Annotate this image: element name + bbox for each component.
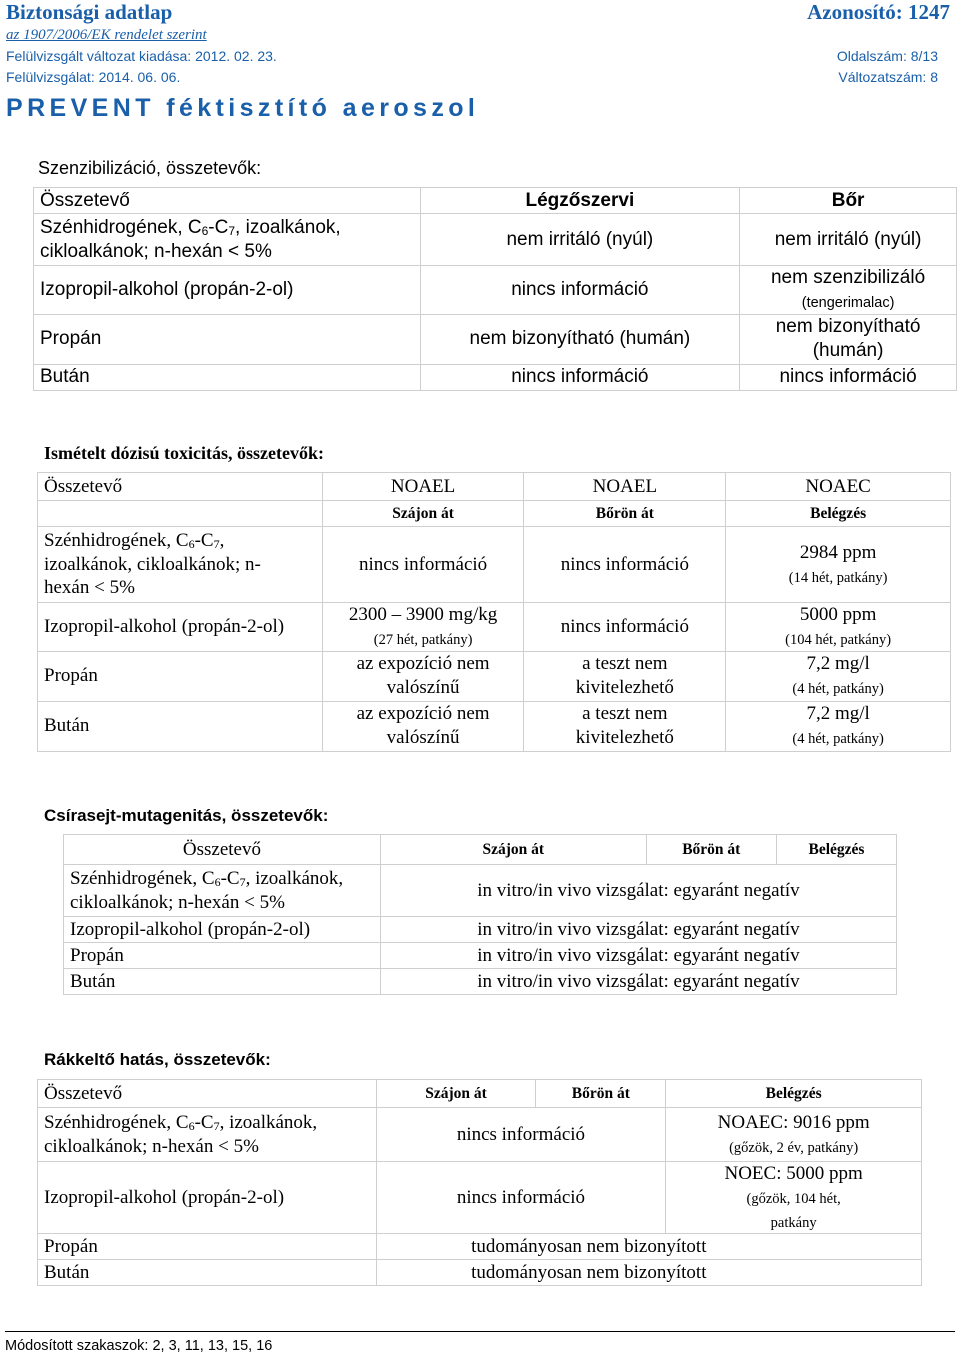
table-row — [38, 603, 951, 652]
table-row — [34, 314, 957, 364]
table-row — [34, 214, 957, 266]
result-value: in vitro/in vivo vizsgálat: egyaránt negatív — [380, 943, 896, 969]
inhalation-value: NOEC: 5000 ppm (gőzök, 104 hét, patkány — [666, 1162, 922, 1234]
skin-value: nem bizonyítható (humán) — [740, 314, 957, 364]
header-cell: Belégzés — [666, 1080, 922, 1108]
header-cell: Összetevő — [38, 1080, 377, 1108]
subheader-cell: Bőrön át — [524, 501, 726, 527]
table-header-row — [38, 1080, 922, 1108]
empty-cell — [38, 501, 323, 527]
germcell-title: Csírasejt-mutagenitás, összetevők: — [44, 806, 329, 825]
component-name: Izopropil-alkohol (propán-2-ol) — [64, 917, 381, 943]
component-name: Izopropil-alkohol (propán-2-ol) — [38, 1162, 377, 1234]
header-cell: Összetevő — [34, 188, 421, 214]
header-cell: NOAEC — [726, 473, 951, 501]
table-row — [38, 651, 951, 701]
component-name: Izopropil-alkohol (propán-2-ol) — [34, 266, 421, 315]
regulation-reference: az 1907/2006/EK rendelet szerint — [6, 27, 207, 43]
result-value: in vitro/in vivo vizsgálat: egyaránt negatív — [380, 969, 896, 995]
oral-value: nincs információ — [376, 1162, 666, 1234]
header-cell: NOAEL — [322, 473, 524, 501]
table-row — [38, 1260, 922, 1286]
table-row — [38, 1108, 922, 1162]
oral-value: az expozíció nem valószínű — [322, 651, 524, 701]
component-name: Bután — [34, 364, 421, 390]
table-header-row — [38, 473, 951, 501]
component-name: Szénhidrogének, $C_6-C_7$, izoalkánok, cikloalkánok; n-hexán < 5% — [64, 865, 381, 917]
footer-divider — [5, 1331, 955, 1332]
table-row — [64, 943, 897, 969]
header-cell: Bőrön át — [536, 1080, 666, 1108]
result-value: tudományosan nem bizonyított — [376, 1234, 921, 1260]
skin-value: nem irritáló (nyúl) — [740, 214, 957, 266]
carcino-title: Rákkeltő hatás, összetevők: — [44, 1050, 271, 1069]
repeated-dose-table — [37, 472, 951, 752]
dermal-value: a teszt nem kivitelezhető — [524, 651, 726, 701]
table-row — [64, 969, 897, 995]
result-value: tudományosan nem bizonyított — [376, 1260, 921, 1286]
component-name: Bután — [38, 1260, 377, 1286]
document-title: Biztonsági adatlap — [6, 0, 173, 24]
component-name: Szénhidrogének, $C_6-C_7$, izoalkánok, cikloalkánok; n- hexán < 5% — [38, 527, 323, 603]
modified-sections: Módosított szakaszok: 2, 3, 11, 13, 15, 16 — [5, 1338, 273, 1354]
component-name: Szénhidrogének, $C_6-C_7$, izoalkánok, cikloalkánok; n-hexán < 5% — [34, 214, 421, 266]
sensitization-title: Szenzibilizáció, összetevők: — [38, 158, 262, 178]
table-row — [38, 1234, 922, 1260]
respiratory-value: nem bizonyítható (humán) — [420, 314, 740, 364]
table-subheader-row — [38, 501, 951, 527]
respiratory-value: nincs információ — [420, 266, 740, 315]
revision-date: Felülvizsgálat: 2014. 06. 06. — [6, 69, 181, 85]
component-name: Propán — [38, 1234, 377, 1260]
table-header-row — [34, 188, 957, 214]
repeated-dose-title: Ismételt dózisú toxicitás, összetevők: — [44, 443, 324, 463]
table-row — [34, 266, 957, 315]
table-row — [64, 917, 897, 943]
header-cell: Szájon át — [380, 835, 646, 865]
oral-value: nincs információ — [376, 1108, 666, 1162]
inhalation-value: NOAEC: 9016 ppm (gőzök, 2 év, patkány) — [666, 1108, 922, 1162]
header-cell: Összetevő — [64, 835, 381, 865]
dermal-value: nincs információ — [524, 527, 726, 603]
respiratory-value: nem irritáló (nyúl) — [420, 214, 740, 266]
revised-issue-date: Felülvizsgált változat kiadása: 2012. 02. 23. — [6, 48, 277, 64]
subheader-cell: Szájon át — [322, 501, 524, 527]
oral-value: 2300 – 3900 mg/kg (27 hét, patkány) — [322, 603, 524, 652]
germcell-table — [63, 834, 897, 995]
header-cell: Bőr — [740, 188, 957, 214]
table-row — [38, 701, 951, 751]
result-value: in vitro/in vivo vizsgálat: egyaránt negatív — [380, 865, 896, 917]
inhalation-value: 7,2 mg/l (4 hét, patkány) — [726, 701, 951, 751]
component-name: Izopropil-alkohol (propán-2-ol) — [38, 603, 323, 652]
oral-value: az expozíció nem valószínű — [322, 701, 524, 751]
page-number: Oldalszám: 8/13 — [836, 48, 938, 64]
product-name: PREVENT féktisztító aeroszol — [6, 94, 480, 122]
component-name: Szénhidrogének, $C_6-C_7$, izoalkánok, cikloalkánok; n-hexán < 5% — [38, 1108, 377, 1162]
skin-value: nincs információ — [740, 364, 957, 390]
component-name: Propán — [38, 651, 323, 701]
result-value: in vitro/in vivo vizsgálat: egyaránt negatív — [380, 917, 896, 943]
skin-value: nem szenzibilizáló (tengerimalac) — [740, 266, 957, 315]
header-cell: Összetevő — [38, 473, 323, 501]
header-cell: Bőrön át — [646, 835, 776, 865]
carcino-table — [37, 1079, 922, 1286]
table-row — [38, 1162, 922, 1234]
subheader-cell: Belégzés — [726, 501, 951, 527]
header-cell: Légzőszervi — [420, 188, 740, 214]
document-identifier: Azonosító: 1247 — [807, 0, 950, 24]
sensitization-table — [33, 187, 957, 391]
header-cell: Szájon át — [376, 1080, 536, 1108]
header-cell: Belégzés — [776, 835, 896, 865]
component-name: Bután — [64, 969, 381, 995]
component-name: Propán — [64, 943, 381, 969]
table-row — [38, 527, 951, 603]
dermal-value: a teszt nem kivitelezhető — [524, 701, 726, 751]
dermal-value: nincs információ — [524, 603, 726, 652]
respiratory-value: nincs információ — [420, 364, 740, 390]
table-row — [64, 865, 897, 917]
table-header-row — [64, 835, 897, 865]
inhalation-value: 5000 ppm (104 hét, patkány) — [726, 603, 951, 652]
inhalation-value: 2984 ppm (14 hét, patkány) — [726, 527, 951, 603]
component-name: Bután — [38, 701, 323, 751]
table-row — [34, 364, 957, 390]
component-name: Propán — [34, 314, 421, 364]
version-number: Változatszám: 8 — [838, 69, 938, 85]
inhalation-value: 7,2 mg/l (4 hét, patkány) — [726, 651, 951, 701]
oral-value: nincs információ — [322, 527, 524, 603]
header-cell: NOAEL — [524, 473, 726, 501]
